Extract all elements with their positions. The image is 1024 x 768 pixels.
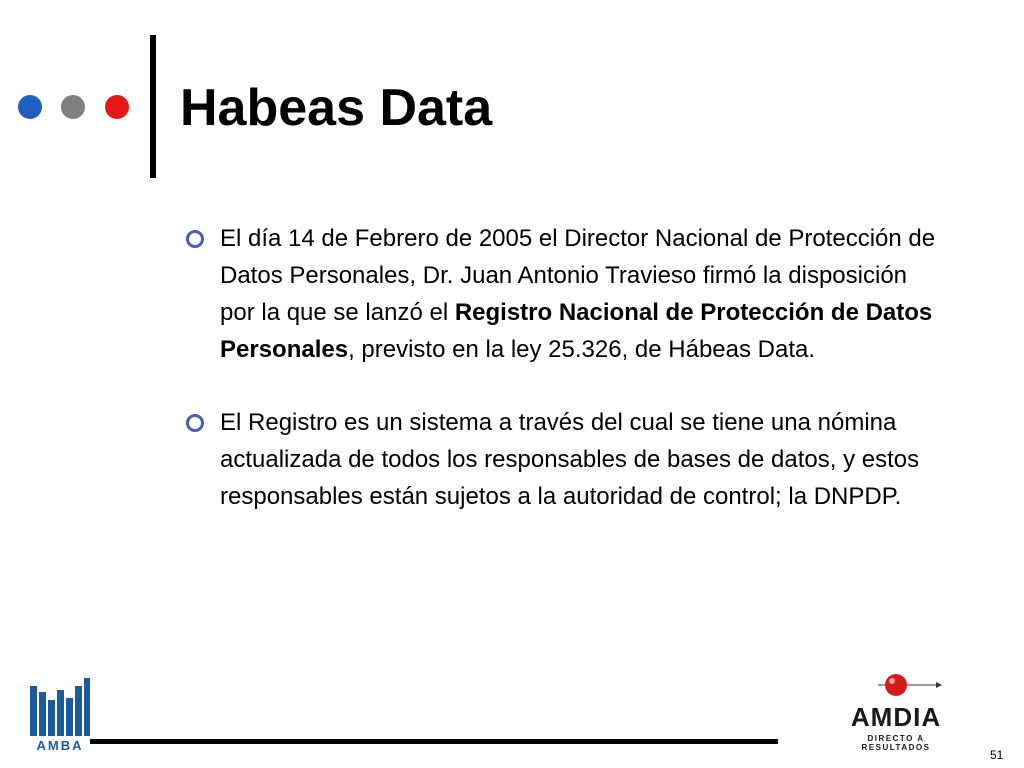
amba-logo-text: AMBA xyxy=(36,738,84,752)
amdia-tagline: DIRECTO A RESULTADOS xyxy=(861,734,931,752)
bullet-bold-text: Registro Nacional de Protección de Datos Personales xyxy=(220,299,933,363)
decorative-blue-dot-icon xyxy=(18,95,42,119)
decorative-gray-dot-icon xyxy=(61,95,85,119)
amdia-ball-icon xyxy=(854,672,944,702)
title-divider xyxy=(150,35,156,178)
bullet-text: El Registro es un sistema a través del cual se tiene una nómina actualizada de todos los responsables de bases de datos, y estos responsables están sujetos a la autoridad de control; la DNPDP. xyxy=(220,409,920,510)
page-number: 51 xyxy=(990,748,1004,762)
bullet-item xyxy=(182,220,942,368)
decorative-red-dot-icon xyxy=(105,95,129,119)
amba-building-icon xyxy=(30,674,94,752)
bullet-ring-icon xyxy=(186,414,204,432)
bullet-ring-icon xyxy=(186,230,204,248)
bullet-item xyxy=(182,404,942,515)
amba-logo xyxy=(30,674,94,757)
amdia-logo xyxy=(834,672,964,752)
slide-title: Habeas Data xyxy=(180,79,493,137)
footer-divider xyxy=(90,739,778,744)
amdia-name: AMDIA xyxy=(850,702,942,732)
bullet-list xyxy=(182,220,942,515)
bullet-text: El día 14 de Febrero de 2005 el Director Nacional de Protección de Datos Personales, Dr. Juan Antonio Travieso firmó la disposición por la que se lanzó el Registro Nacional de Protección de Datos Personales, previsto en la ley 25.326, de Hábeas Data. xyxy=(220,225,936,363)
